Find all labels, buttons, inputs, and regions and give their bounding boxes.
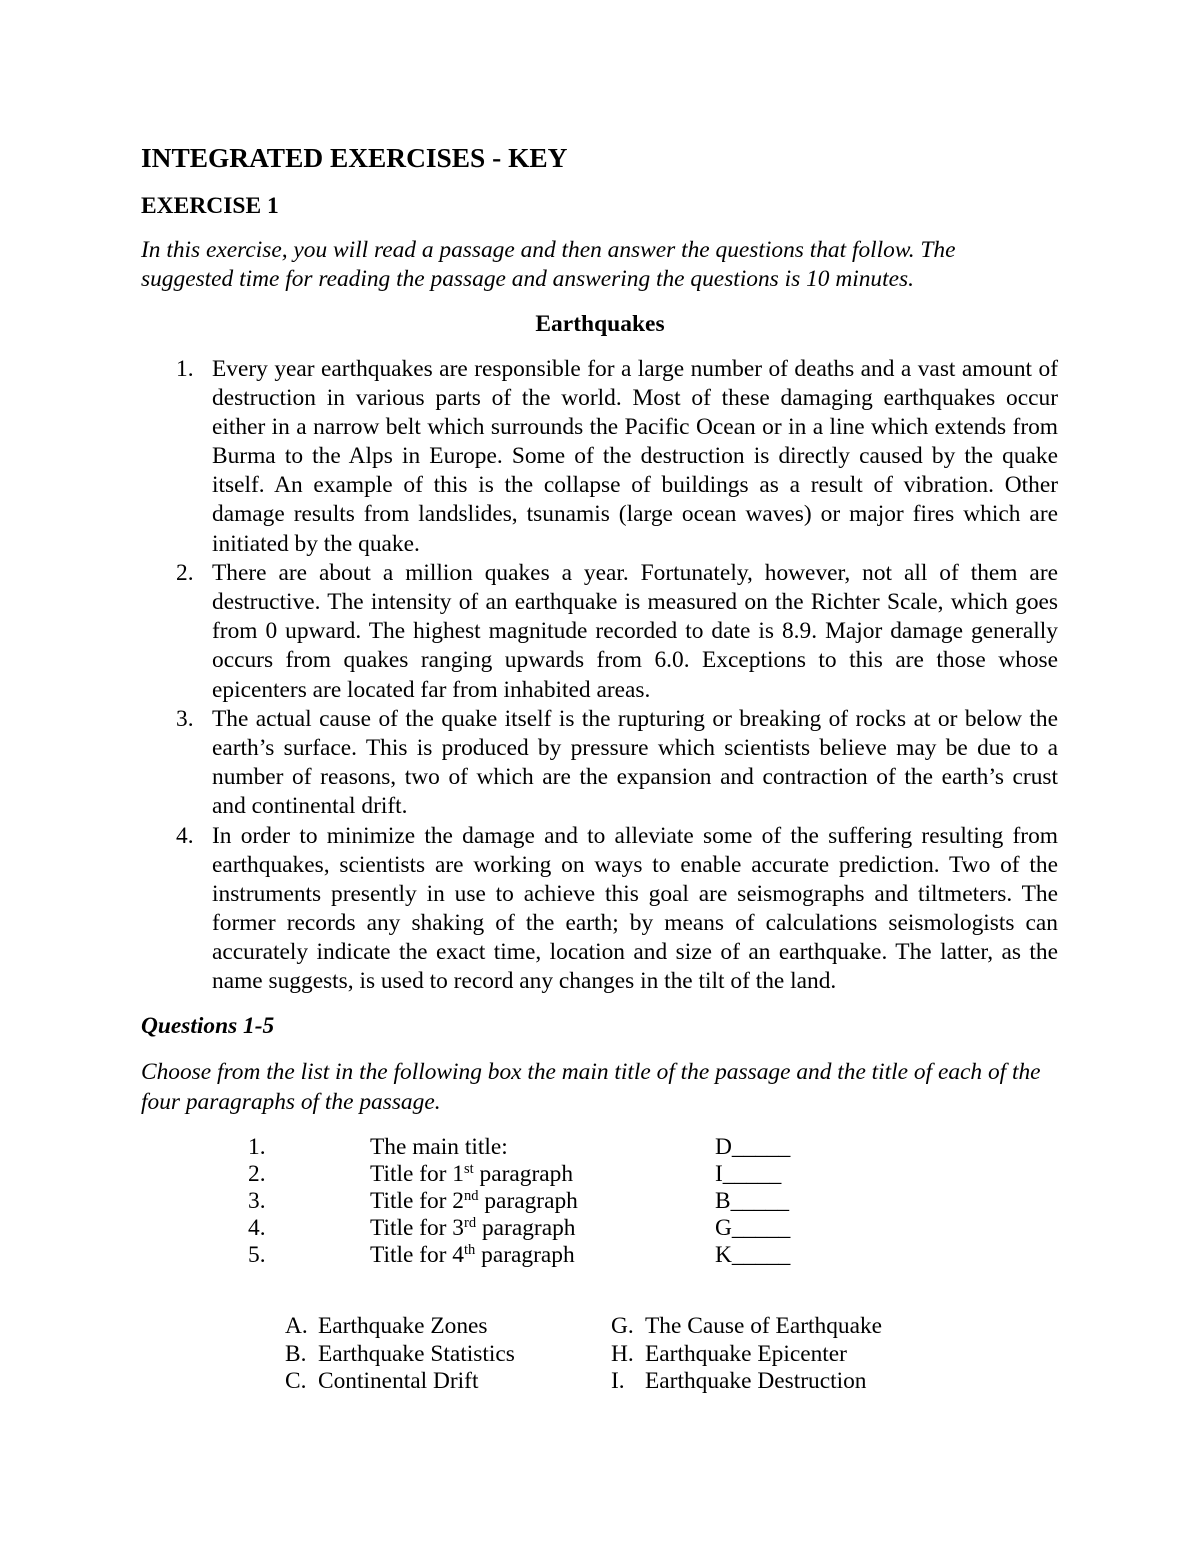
paragraph-line: instruments presently in use to achieve this goal are seismographs and tiltmeters. The — [212, 880, 1058, 907]
answer-row — [0, 1134, 1200, 1161]
answer-row-number: 5. — [248, 1241, 266, 1268]
paragraph-text — [212, 355, 1058, 559]
title-options-list — [0, 1313, 1200, 1396]
answer-row — [0, 1161, 1200, 1188]
paragraph-text — [212, 559, 1058, 705]
paragraph-line: destructive. The intensity of an earthquake is measured on the Richter Scale, which goes — [212, 589, 1058, 615]
passage-paragraph-2 — [141, 559, 1058, 705]
option-text: Earthquake Zones — [318, 1313, 488, 1340]
paragraph-text — [212, 705, 1058, 822]
option-letter: A. — [285, 1313, 308, 1340]
ordinal-suffix: nd — [464, 1187, 479, 1204]
questions-heading: Questions 1-5 — [141, 1012, 275, 1039]
passage-paragraph-1 — [141, 355, 1058, 559]
answer-row-number: 3. — [248, 1187, 266, 1214]
answer-row-label — [370, 1242, 575, 1272]
paragraph-line: Burma to the Alps in Europe. Some of the destruction is directly caused by the quake — [212, 443, 1058, 470]
paragraph-line: initiated by the quake. — [212, 530, 420, 557]
option-letter: I. — [611, 1368, 625, 1395]
answer-row-label-text: paragraph — [476, 1214, 576, 1241]
exercise-intro — [141, 236, 955, 294]
answer-row-label-text: paragraph — [478, 1187, 578, 1214]
paragraph-number: 4. — [176, 822, 194, 849]
option-letter: H. — [611, 1340, 634, 1367]
paragraph-line: The actual cause of the quake itself is the rupturing or breaking of rocks at or below the — [212, 705, 1058, 732]
paragraph-line: There are about a million quakes a year. Fortunately, however, not all of them are — [212, 559, 1058, 586]
answer-row-label-text: paragraph — [475, 1241, 575, 1268]
paragraph-line: earthquakes, scientists are working on ways to enable accurate prediction. Two of the — [212, 851, 1058, 878]
answer-row-label-text: Title for 4 — [370, 1241, 465, 1268]
paragraph-line: and continental drift. — [212, 793, 408, 820]
paragraph-line: damage results from landslides, tsunamis (large ocean waves) or major fires which are — [212, 501, 1058, 528]
paragraph-line: former records any shaking of the earth; by means of calculations seismologists can — [212, 910, 1058, 937]
paragraph-line: epicenters are located far from inhabited areas. — [212, 676, 651, 703]
passage-paragraph-4 — [141, 822, 1058, 997]
options-row — [0, 1368, 1200, 1396]
paragraph-line: either in a narrow belt which surrounds the Pacific Ocean or in a line which extends from — [212, 413, 1058, 440]
answer-row — [0, 1188, 1200, 1215]
options-row — [0, 1341, 1200, 1369]
paragraph-line: occurs from quakes ranging upwards from 6.0. Exceptions to this are those whose — [212, 647, 1058, 674]
document-title: INTEGRATED EXERCISES - KEY — [141, 143, 568, 173]
paragraph-line: earth’s surface. This is produced by pressure which scientists believe may be due to a — [212, 734, 1058, 761]
answer-row-number: 4. — [248, 1214, 266, 1241]
ordinal-suffix: st — [464, 1160, 474, 1177]
instruction-line: Choose from the list in the following box the main title of the passage and the title of each of the — [141, 1059, 1041, 1085]
answer-row-label-text: Title for 1 — [370, 1160, 465, 1187]
intro-line: suggested time for reading the passage and answering the questions is 10 minutes. — [141, 265, 914, 292]
answer-row-answer: K_____ — [715, 1241, 791, 1268]
answer-row-label — [370, 1161, 573, 1191]
answer-table — [0, 1134, 1200, 1269]
instruction-line: four paragraphs of the passage. — [141, 1089, 441, 1115]
options-row — [0, 1313, 1200, 1341]
paragraph-line: from 0 upward. The highest magnitude recorded to date is 8.9. Major damage generally — [212, 618, 1058, 645]
ordinal-suffix: th — [464, 1241, 476, 1258]
answer-row — [0, 1215, 1200, 1242]
answer-row-answer: I_____ — [715, 1160, 782, 1187]
option-text: Continental Drift — [318, 1368, 479, 1395]
paragraph-text — [212, 822, 1058, 997]
paragraph-number: 2. — [176, 559, 194, 586]
option-letter: C. — [285, 1368, 307, 1395]
option-letter: G. — [611, 1313, 634, 1340]
paragraph-line: itself. An example of this is the collapse of buildings as a result of vibration. Other — [212, 472, 1058, 499]
answer-row-label — [370, 1188, 578, 1218]
option-text: Earthquake Epicenter — [645, 1340, 847, 1367]
answer-row-label-text: paragraph — [473, 1160, 574, 1187]
intro-line: In this exercise, you will read a passage and then answer the questions that follow. The — [141, 236, 956, 263]
answer-row-number: 2. — [248, 1160, 266, 1187]
answer-row — [0, 1242, 1200, 1269]
paragraph-line: In order to minimize the damage and to alleviate some of the suffering resulting from — [212, 822, 1058, 849]
answer-row-label-text: Title for 2 — [370, 1187, 465, 1214]
option-text: Earthquake Statistics — [318, 1340, 515, 1367]
passage-title: Earthquakes — [535, 310, 665, 337]
option-text: Earthquake Destruction — [645, 1368, 867, 1395]
option-letter: B. — [285, 1340, 307, 1367]
option-text: The Cause of Earthquake — [645, 1313, 883, 1340]
answer-row-label — [370, 1215, 575, 1245]
passage-paragraph-list — [141, 355, 1058, 997]
questions-instruction — [141, 1057, 1041, 1117]
ordinal-suffix: rd — [464, 1214, 477, 1231]
exercise-heading: EXERCISE 1 — [141, 193, 279, 219]
answer-row-answer: G_____ — [715, 1214, 791, 1241]
answer-row-answer: B_____ — [715, 1187, 790, 1214]
answer-row-answer: D_____ — [715, 1133, 791, 1160]
paragraph-number: 3. — [176, 705, 194, 732]
paragraph-line: number of reasons, two of which are the expansion and contraction of the earth’s crust — [212, 764, 1058, 791]
paragraph-line: destruction in various parts of the world. Most of these damaging earthquakes occur — [212, 384, 1058, 411]
answer-row-number: 1. — [248, 1133, 266, 1160]
passage-paragraph-3 — [141, 705, 1058, 822]
paragraph-line: name suggests, is used to record any changes in the tilt of the land. — [212, 968, 837, 995]
answer-row-label-text: Title for 3 — [370, 1214, 465, 1241]
paragraph-line: Every year earthquakes are responsible for a large number of deaths and a vast amount of — [212, 355, 1058, 382]
answer-row-label: The main title: — [370, 1133, 508, 1160]
paragraph-number: 1. — [176, 355, 194, 382]
paragraph-line: accurately indicate the exact time, location and size of an earthquake. The latter, as the — [212, 939, 1058, 966]
